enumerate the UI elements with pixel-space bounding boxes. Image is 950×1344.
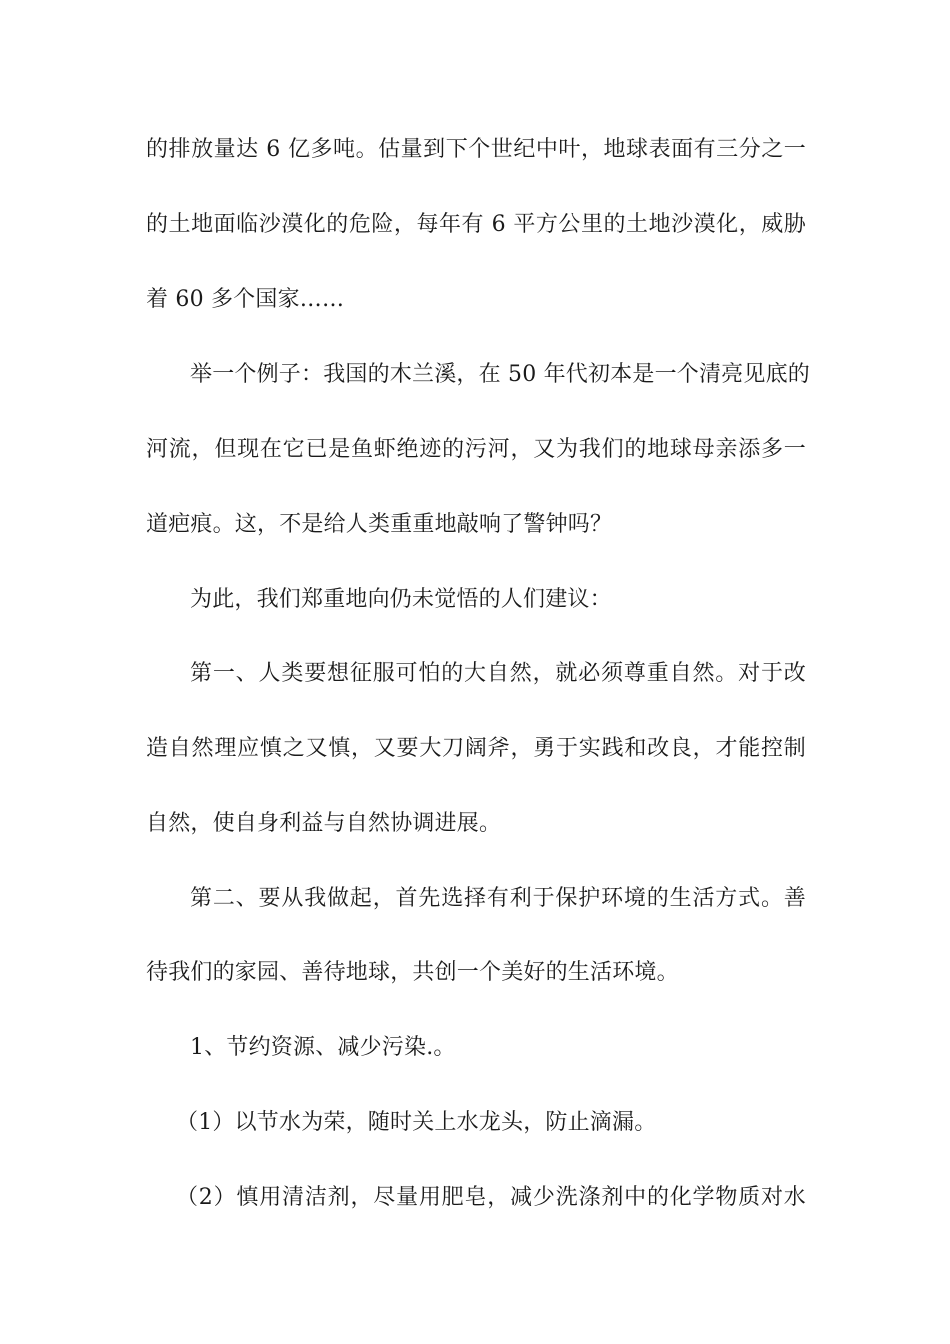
text-line: 举一个例子：我国的木兰溪，在 50 年代初本是一个清亮见底的 — [190, 362, 810, 387]
text-line: 道疤痕。这，不是给人类重重地敲响了警钟吗？ — [146, 512, 613, 537]
text-line: 造自然理应慎之又慎，又要大刀阔斧，勇于实践和改良，才能控制 — [146, 736, 806, 761]
text-line: （1）以节水为荣，随时关上水龙头，防止滴漏。 — [176, 1110, 657, 1135]
text-line: 待我们的家园、善待地球，共创一个美好的生活环境。 — [146, 960, 679, 985]
text-line: 1、节约资源、减少污染.。 — [190, 1035, 456, 1060]
text-line: （2）慎用清洁剂，尽量用肥皂，减少洗涤剂中的化学物质对水 — [176, 1185, 806, 1210]
text-line: 河流，但现在它已是鱼虾绝迹的污河，又为我们的地球母亲添多一 — [146, 437, 806, 462]
text-line: 自然，使自身利益与自然协调进展。 — [146, 811, 502, 836]
text-line: 为此，我们郑重地向仍未觉悟的人们建议： — [190, 587, 612, 612]
text-line: 第一、人类要想征服可怕的大自然，就必须尊重自然。对于改 — [190, 661, 806, 686]
text-line: 第二、要从我做起，首先选择有利于保护环境的生活方式。善 — [190, 886, 806, 911]
text-line: 的排放量达 6 亿多吨。估量到下个世纪中叶，地球表面有三分之一 — [146, 137, 806, 162]
text-line: 着 60 多个国家…… — [146, 287, 345, 312]
text-line: 的土地面临沙漠化的危险，每年有 6 平方公里的土地沙漠化，威胁 — [146, 212, 806, 237]
